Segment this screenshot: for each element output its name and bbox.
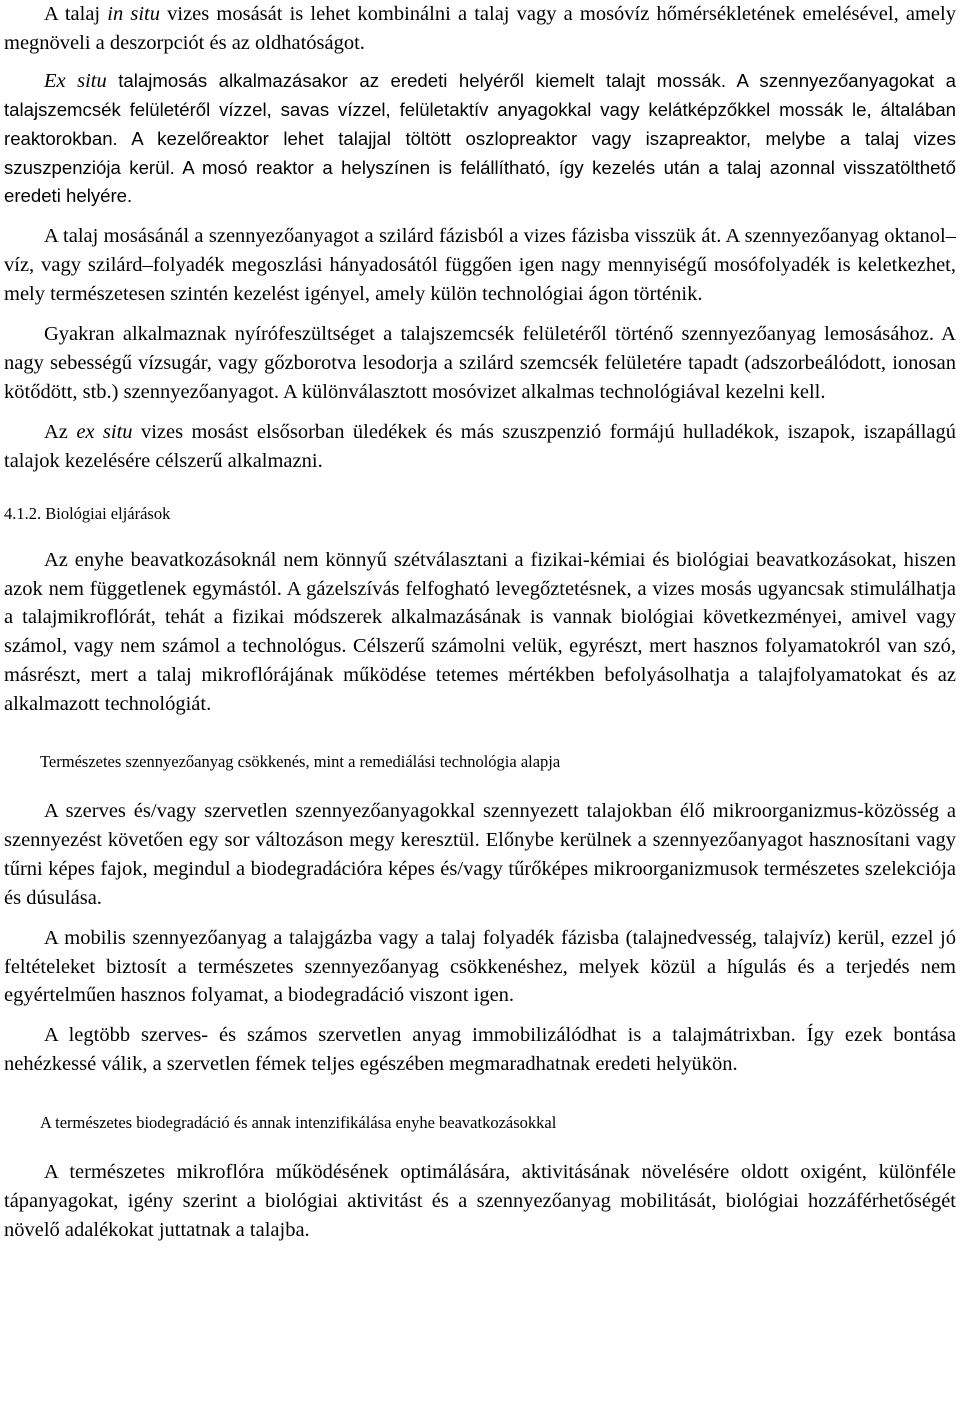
paragraph-shear-stress: Gyakran alkalmaznak nyírófeszültséget a talajszemcsék felületéről történő szennyezőanyag lemosásához. A nagy sebességű vízsugár, vagy gőzborotva lesodorja a szilárd szemcsék felületére tapadt (adszorbeálódott, ionosan kötődött, stb.) szennyezőanyagot. A különválasztott mosóvizet alkalmas technológiával kezelni kell. [4, 323, 956, 403]
text-span-sans: talajmosás alkalmazásakor az eredeti helyéről kiemelt talajt mossák. A szennyezőanyagokat a talajszemcsék felületéről vízzel, savas vízzel, felületaktív anyagokkal vagy kelátképzőkkel mossák le, általában reaktorokban. [4, 69, 956, 149]
text-span: A talaj [44, 3, 108, 25]
paragraph-immobilization: A legtöbb szerves- és számos szervetlen anyag immobilizálódhat is a talajmátrixban. Így ezek bontása nehézkessé válik, a szervetlen fémek teljes egészében megmaradhatnak eredeti helyükön. [4, 1024, 956, 1076]
paragraph-ex-situ-washing [4, 67, 956, 212]
text-span: Az [44, 420, 77, 443]
paragraph-ex-situ-application [4, 418, 956, 476]
italic-term: Ex situ [44, 69, 107, 92]
paragraph-mobile-contaminant: A mobilis szennyezőanyag a talajgázba vagy a talaj folyadék fázisba (talajnedvesség, talajvíz) kerül, ezzel jó feltételeket biztosít a természetes szennyezőanyag csökkenéshez, melyek közül a hígulás és a terjedés nem egyértelműen hasznos folyamat, a biodegradáció viszont igen. [4, 926, 956, 1007]
text-span-sans: A kezelőreaktor lehet talajjal töltött oszlopreaktor vagy iszapreaktor, melybe a talaj vizes szuszpenziója kerül. A mosó reaktor a helyszínen is felállítható, így kezelés után a talaj azonnal visszatölthető eredeti helyére. [4, 127, 956, 207]
paragraph-in-situ-washing [4, 0, 956, 58]
text-span: vizes mosást elsősorban üledékek és más szuszpenzió formájú hulladékok, iszapok, iszapállagú talajok kezelésére célszerű alkalmazni. [4, 420, 956, 472]
paragraph-optimization: A természetes mikroflóra működésének optimálására, aktivitásának növelésére oldott oxigént, különféle tápanyagokat, igény szerint a biológiai aktivitást és a szennyezőanyag mobilitását, biológiai hozzáférhetőségét növelő adalékokat juttatnak a talajba. [4, 1161, 956, 1241]
section-heading: 4.1.2. Biológiai eljárások [4, 503, 171, 523]
document-page [4, 0, 956, 1245]
italic-term: ex situ [76, 420, 133, 443]
paragraph-microbial-community: A szerves és/vagy szervetlen szennyezőanyagokkal szennyezett talajokban élő mikroorganizmus-közösség a szennyezést követően egy sor változáson megy keresztül. Előnybe kerülnek a szennyezőanyagot hasznosítani vagy tűrni képes fajok, megindul a biodegradációra képes és/vagy tűrőképes mikroorganizmusok természetes szelekciója és dúsulása. [4, 800, 956, 909]
subsection-heading-biodegradation: A természetes biodegradáció és annak intenzifikálása enyhe beavatkozásokkal [40, 1113, 557, 1133]
subsection-heading-natural-attenuation: Természetes szennyezőanyag csökkenés, mint a remediálási technológia alapja [40, 752, 561, 772]
paragraph-mild-interventions: Az enyhe beavatkozásoknál nem könnyű szétválasztani a fizikai-kémiai és biológiai beavatkozásokat, hiszen azok nem függetlenek egymástól. A gázelszívás felfogható levegőztetésnek, a vizes mosás ugyancsak stimulálhatja a talajmikroflórát, tehát a fizikai módszerek alkalmazásának is vannak biológiai következményei, amivel vagy számol, vagy nem számol a technológus. Célszerű számolni velük, egyrészt, mert hasznos folyamatokról van szó, másrészt, mert a talaj mikroflórájának működése tetemes mértékben befolyásolhatja a talajfolyamatokat és az alkalmazott technológiát. [4, 548, 956, 716]
italic-term: in situ [107, 3, 160, 25]
text-span: vizes mosását is lehet kombinálni a talaj vagy a mosóvíz hőmérsékletének emelésével, amely megnöveli a deszorpciót és az oldhatóságot. [4, 3, 956, 54]
paragraph-phase-transfer: A talaj mosásánál a szennyezőanyagot a szilárd fázisból a vizes fázisba visszük át. A szennyezőanyag oktanol–víz, vagy szilárd–folyadék megoszlási hányadosától függően igen nagy mennyiségű mosófolyadék is keletkezhet, mely természetesen szintén kezelést igényel, amely külön technológiai ágon történik. [4, 225, 956, 306]
